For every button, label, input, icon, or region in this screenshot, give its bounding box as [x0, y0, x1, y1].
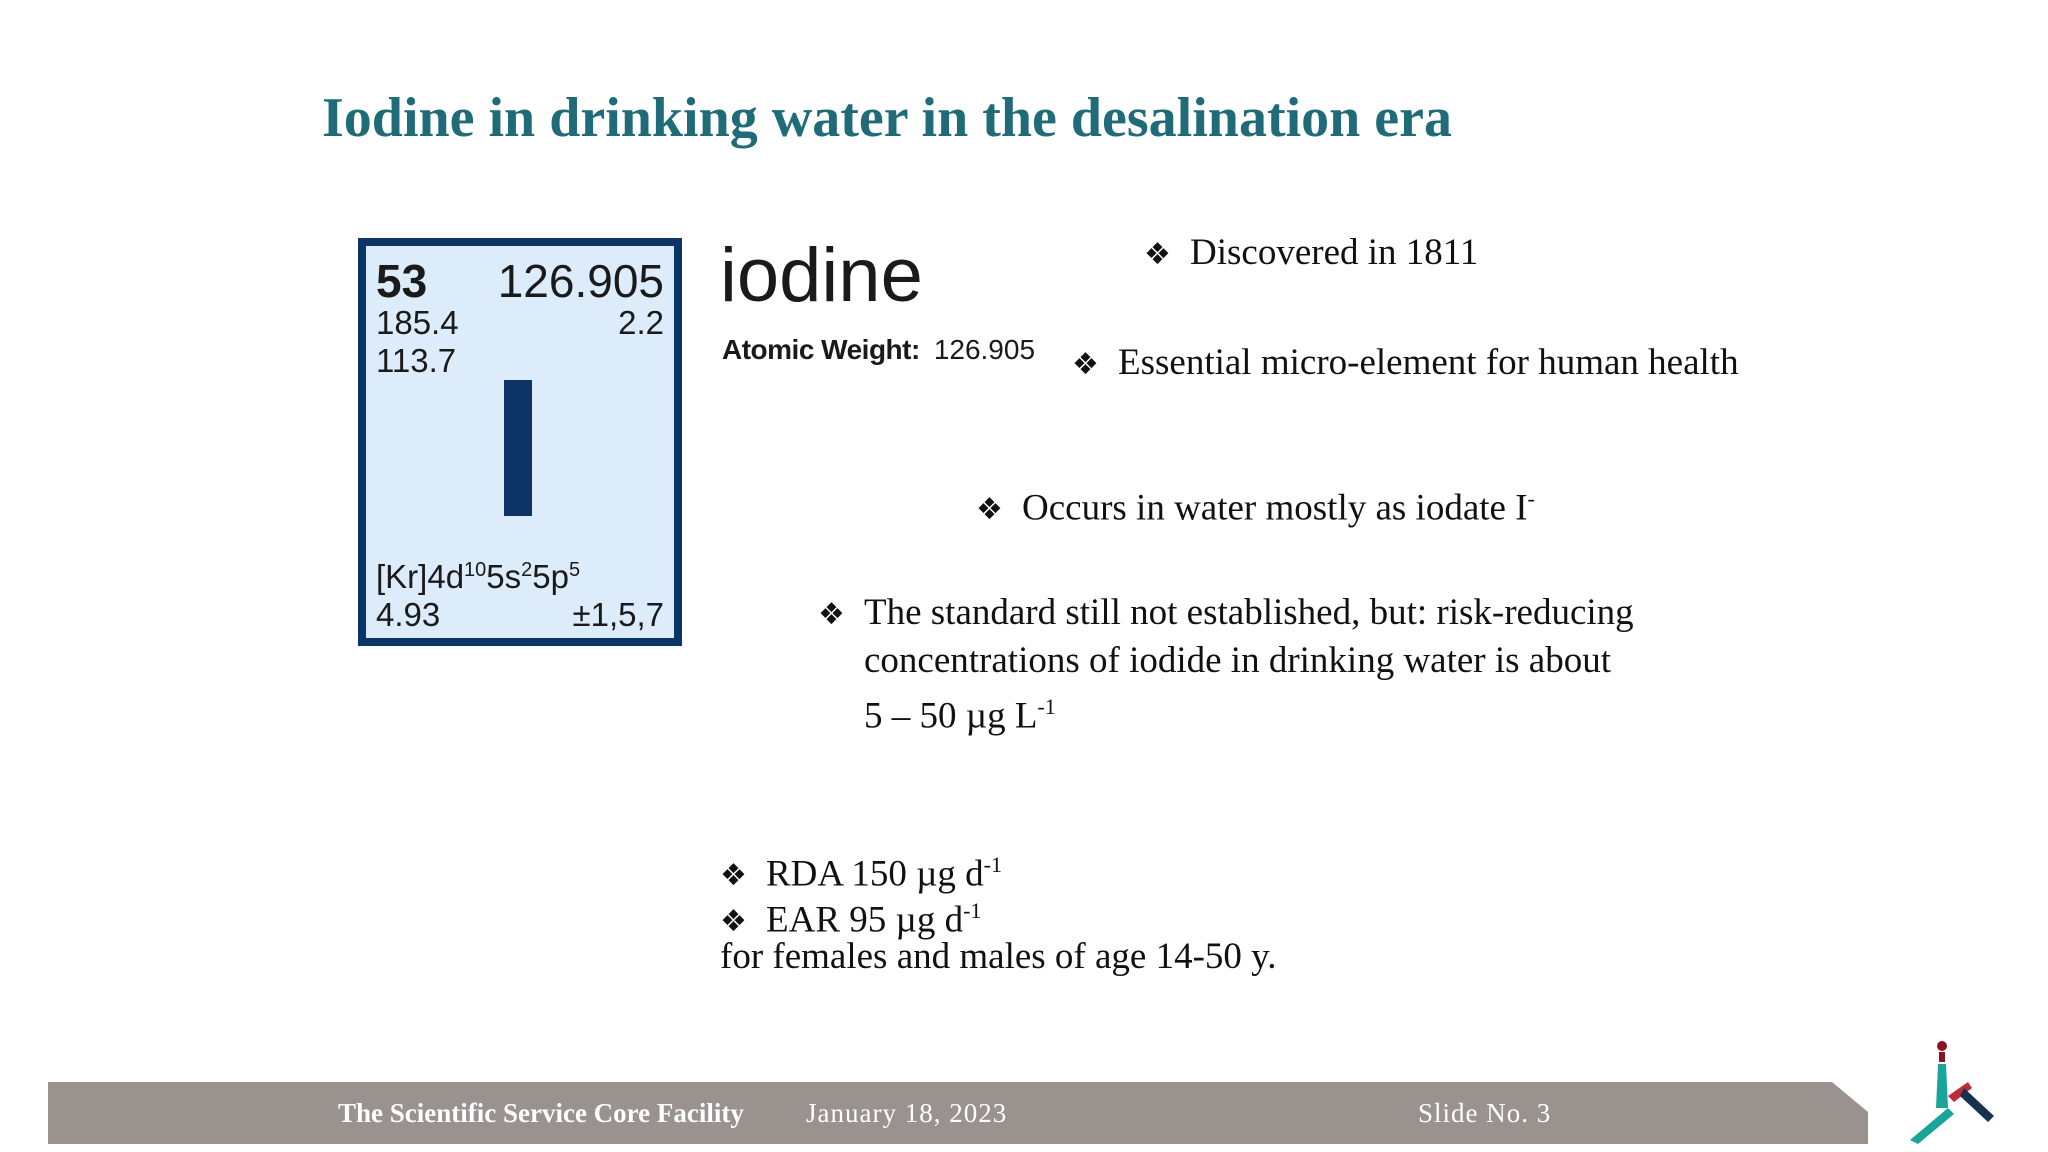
age-note: for females and males of age 14-50 y. [720, 936, 1277, 977]
bullet-diamond-icon: ❖ [1072, 347, 1099, 382]
bullet-discovered: ❖ Discovered in 1811 [1144, 230, 1478, 278]
element-name: iodine [720, 233, 923, 318]
bullet-occurs: ❖ Occurs in water mostly as iodate I- [976, 476, 1535, 533]
bullet-diamond-icon: ❖ [720, 904, 747, 940]
element-symbol-glyph [504, 380, 532, 516]
oxidation-states: ±1,5,7 [572, 596, 664, 633]
electron-configuration: $[Kr]4d^{10}5s^25p^5$ [376, 558, 581, 595]
atomic-number: 53 [376, 255, 428, 307]
bullet-essential: ❖ Essential micro-element for human health [1072, 340, 1739, 388]
footer-bar [48, 1082, 1868, 1144]
atomic-weight-label: Atomic Weight: [722, 334, 920, 365]
bullet-standard: ❖ The standard still not established, but: risk-reducing concentrations of iodide in drinking water is about 5 – 50 µg $L^{-1}$ [818, 592, 1634, 737]
footer-slide-number: Slide No. 3 [1418, 1098, 1552, 1128]
bullet-diamond-icon: ❖ [976, 492, 1003, 528]
periodic-element-tile [358, 238, 682, 646]
bullet-diamond-icon: ❖ [1144, 237, 1171, 272]
boiling-point: 113.7 [376, 342, 457, 379]
atomic-radius: 4.93 [376, 596, 441, 633]
bullet-ear: ❖ EAR 95 µg $d^{-1}$ [720, 888, 981, 945]
footer-date: January 18, 2023 [806, 1098, 1008, 1128]
bullet-rda: ❖ RDA 150 µg $d^{-1}$ [720, 842, 1002, 899]
atomic-mass: 126.905 [497, 255, 664, 307]
bullet-diamond-icon: ❖ [720, 858, 747, 894]
institution-logo-icon [1908, 1038, 1998, 1144]
electronegativity: 2.2 [618, 304, 664, 341]
slide-title: Iodine in drinking water in the desalination era [322, 87, 1453, 149]
atomic-weight [722, 334, 1035, 366]
melting-point: 185.4 [376, 304, 459, 341]
bullet-diamond-icon: ❖ [818, 597, 845, 632]
atomic-weight-value: 126.905 [933, 334, 1036, 365]
footer-organization: The Scientific Service Core Facility [338, 1098, 744, 1128]
